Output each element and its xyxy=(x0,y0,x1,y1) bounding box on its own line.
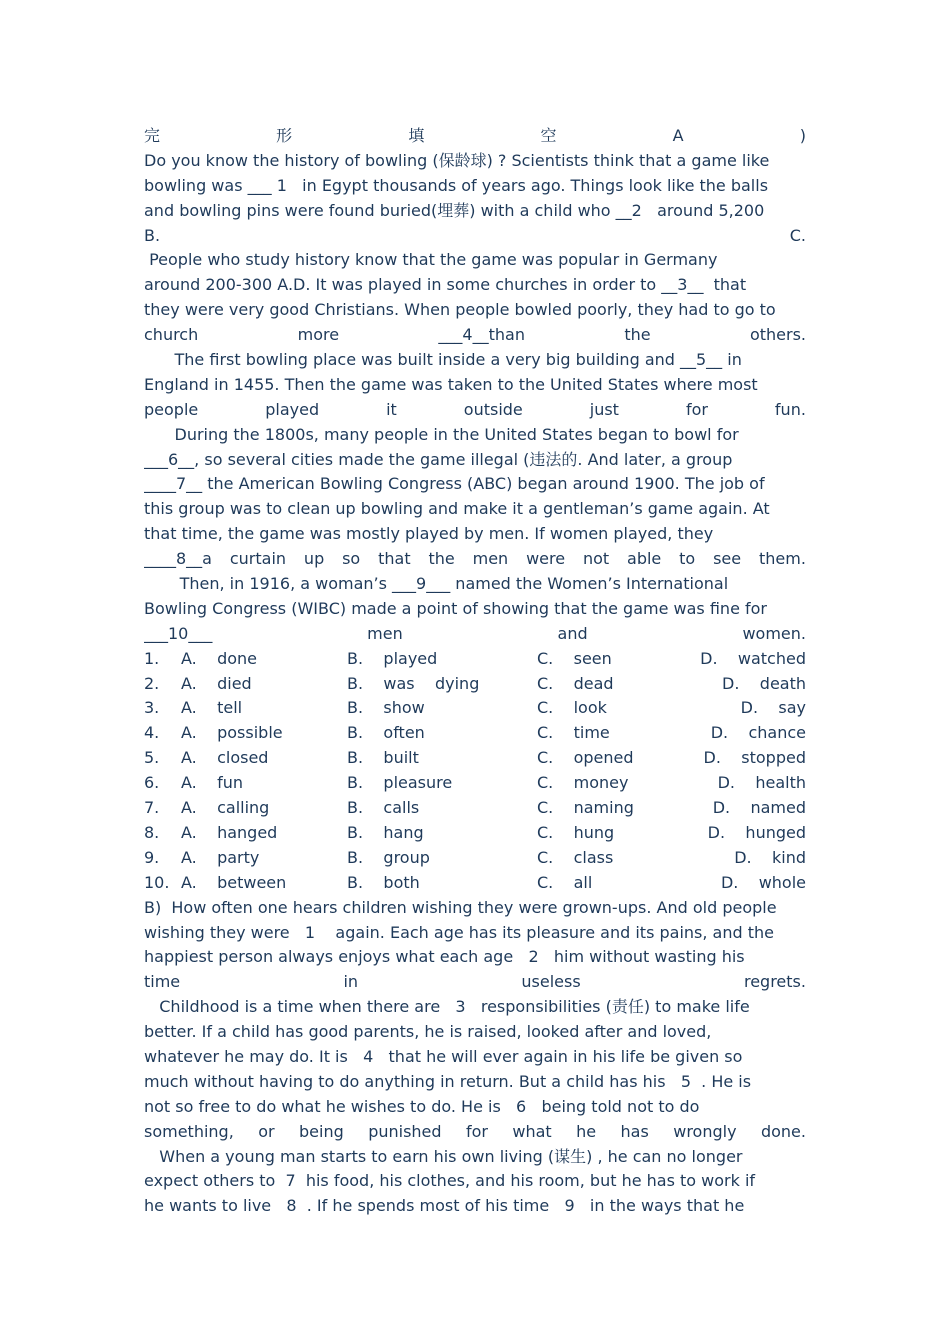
word: punished xyxy=(368,1121,442,1141)
option-choice: B. both xyxy=(347,872,420,892)
word: were xyxy=(526,549,566,569)
option-row xyxy=(144,696,806,721)
text-line: whatever he may do. It is 4 that he will ever again in his life be given so xyxy=(144,1046,743,1066)
option-choice: D. watched xyxy=(700,648,806,668)
option-row xyxy=(144,871,806,896)
word: done. xyxy=(760,1121,806,1141)
text-line: that time, the game was mostly played by men. If women played, they xyxy=(144,524,714,544)
word: in xyxy=(343,972,359,992)
document-page xyxy=(144,124,806,1219)
text-line: they were very good Christians. When people bowled poorly, they had to go to xyxy=(144,300,776,320)
option-choice: B. played xyxy=(347,648,438,668)
option-choice: B. group xyxy=(347,847,430,867)
text-line: During the 1800s, many people in the United States began to bowl for xyxy=(144,424,739,444)
word: for xyxy=(685,399,708,419)
text-line: wishing they were 1 again. Each age has its pleasure and its pains, and the xyxy=(144,922,774,942)
text-line xyxy=(144,323,806,348)
option-choice: A. party xyxy=(181,847,260,867)
option-choice: D. stopped xyxy=(703,748,806,768)
word: others. xyxy=(749,325,806,345)
option-choice: B. calls xyxy=(347,798,420,818)
word: wrongly xyxy=(673,1121,737,1141)
option-choice: B. hang xyxy=(347,822,424,842)
text-line: this group was to clean up bowling and make it a gentleman’s game again. At xyxy=(144,499,770,519)
option-choice: C. class xyxy=(537,847,614,867)
question-number: 2. xyxy=(144,673,160,693)
word: time xyxy=(144,972,181,992)
text-line: B) How often one hears children wishing they were grown-ups. And old people xyxy=(144,897,777,917)
word: more xyxy=(297,325,340,345)
option-choice: C. money xyxy=(537,773,629,793)
word: regrets. xyxy=(743,972,806,992)
option-choice: C. opened xyxy=(537,748,634,768)
option-row xyxy=(144,746,806,771)
word: to xyxy=(679,549,696,569)
option-row xyxy=(144,721,806,746)
option-choice: D. kind xyxy=(734,847,806,867)
text-line: ___6__, so several cities made the game illegal (违法的. And later, a group xyxy=(144,449,733,469)
option-choice: D. say xyxy=(740,698,806,718)
text-line: Childhood is a time when there are 3 responsibilities (责任) to make life xyxy=(144,997,750,1017)
word: and xyxy=(557,623,588,643)
word: outside xyxy=(463,399,523,419)
text-line: not so free to do what he wishes to do. He is 6 being told not to do xyxy=(144,1096,700,1116)
option-choice: B. often xyxy=(347,723,425,743)
question-number: 10. xyxy=(144,872,170,892)
text-line xyxy=(144,547,806,572)
option-choice: B. pleasure xyxy=(347,773,453,793)
title-word: 填 xyxy=(408,126,425,145)
option-choice: C. time xyxy=(537,723,610,743)
text-line: ____7__ the American Bowling Congress (ABC) began around 1900. The job of xyxy=(144,474,765,494)
word: curtain xyxy=(229,549,287,569)
option-choice: A. tell xyxy=(181,698,243,718)
text-line: better. If a child has good parents, he is raised, looked after and loved, xyxy=(144,1022,712,1042)
word: people xyxy=(144,399,199,419)
option-choice: A. fun xyxy=(181,773,244,793)
word: ___10___ xyxy=(144,623,213,643)
title-line xyxy=(144,124,806,149)
question-number: 5. xyxy=(144,748,160,768)
title-word: 形 xyxy=(276,126,293,145)
text-line: Bowling Congress (WIBC) made a point of showing that the game was fine for xyxy=(144,598,767,618)
word: C. xyxy=(789,225,806,245)
word: for xyxy=(465,1121,488,1141)
option-row xyxy=(144,771,806,796)
option-choice: B. show xyxy=(347,698,425,718)
title-word: 完 xyxy=(144,126,161,145)
text-line: Do you know the history of bowling (保龄球) ? Scientists think that a game like xyxy=(144,150,770,170)
word: has xyxy=(620,1121,649,1141)
title-word: ) xyxy=(799,126,806,145)
text-line: and bowling pins were found buried(埋葬) with a child who __2 around 5,200 xyxy=(144,200,765,220)
question-number: 8. xyxy=(144,822,160,842)
option-choice: D. chance xyxy=(710,723,806,743)
text-line: happiest person always enjoys what each age 2 him without wasting his xyxy=(144,947,745,967)
text-line: The first bowling place was built inside a very big building and __5__ in xyxy=(144,350,742,370)
word: men xyxy=(367,623,403,643)
option-choice: A. done xyxy=(181,648,258,668)
text-line: When a young man starts to earn his own living (谋生) , he can no longer xyxy=(144,1146,743,1166)
option-choice: C. naming xyxy=(537,798,634,818)
option-row xyxy=(144,672,806,697)
option-choice: A. between xyxy=(181,872,287,892)
option-choice: C. all xyxy=(537,872,593,892)
word: something, xyxy=(144,1121,234,1141)
word: or xyxy=(258,1121,275,1141)
option-choice: C. hung xyxy=(537,822,615,842)
word: being xyxy=(299,1121,344,1141)
question-number: 9. xyxy=(144,847,160,867)
options-a xyxy=(144,647,806,896)
word: just xyxy=(589,399,619,419)
word: fun. xyxy=(774,399,806,419)
option-choice: B. was dying xyxy=(347,673,480,693)
text-line: England in 1455. Then the game was taken to the United States where most xyxy=(144,374,758,394)
word: see xyxy=(713,549,742,569)
word: the xyxy=(624,325,651,345)
word: useless xyxy=(521,972,581,992)
text-line xyxy=(144,622,806,647)
option-choice: D. named xyxy=(712,798,806,818)
option-choice: A. died xyxy=(181,673,252,693)
title-word: A xyxy=(672,126,684,145)
word: ____8__a xyxy=(144,549,212,569)
option-row xyxy=(144,647,806,672)
word: up xyxy=(303,549,325,569)
option-choice: D. hunged xyxy=(707,822,806,842)
word: women. xyxy=(742,623,806,643)
text-line xyxy=(144,224,806,249)
passage-a xyxy=(144,149,806,647)
option-choice: A. possible xyxy=(181,723,283,743)
passage-b xyxy=(144,896,806,1220)
option-choice: B. built xyxy=(347,748,419,768)
word: it xyxy=(386,399,397,419)
option-choice: A. closed xyxy=(181,748,269,768)
text-line: around 200-300 A.D. It was played in some churches in order to __3__ that xyxy=(144,275,747,295)
question-number: 6. xyxy=(144,773,160,793)
word: what xyxy=(512,1121,552,1141)
word: that xyxy=(378,549,411,569)
question-number: 3. xyxy=(144,698,160,718)
word: so xyxy=(342,549,361,569)
word: he xyxy=(576,1121,597,1141)
option-choice: D. death xyxy=(722,673,806,693)
option-choice: D. health xyxy=(717,773,806,793)
option-row xyxy=(144,846,806,871)
text-line: he wants to live 8 . If he spends most of his time 9 in the ways that he xyxy=(144,1196,745,1216)
question-number: 7. xyxy=(144,798,160,818)
question-number: 1. xyxy=(144,648,160,668)
option-choice: A. calling xyxy=(181,798,270,818)
text-line: People who study history know that the game was popular in Germany xyxy=(144,250,718,270)
option-choice: D. whole xyxy=(720,872,806,892)
word: played xyxy=(265,399,320,419)
word: the xyxy=(428,549,455,569)
title-word: 空 xyxy=(540,126,557,145)
text-line: bowling was ___ 1 in Egypt thousands of years ago. Things look like the balls xyxy=(144,175,769,195)
option-choice: C. look xyxy=(537,698,607,718)
option-choice: C. dead xyxy=(537,673,614,693)
text-line xyxy=(144,398,806,423)
option-choice: A. hanged xyxy=(181,822,278,842)
text-line xyxy=(144,1120,806,1145)
question-number: 4. xyxy=(144,723,160,743)
word: B. xyxy=(144,225,161,245)
word: ___4__than xyxy=(438,325,525,345)
word: not xyxy=(582,549,610,569)
word: them. xyxy=(758,549,806,569)
option-row xyxy=(144,821,806,846)
word: church xyxy=(144,325,199,345)
text-line: Then, in 1916, a woman’s ___9___ named the Women’s International xyxy=(144,574,729,594)
text-line: much without having to do anything in return. But a child has his 5 . He is xyxy=(144,1071,752,1091)
word: men xyxy=(472,549,509,569)
option-choice: C. seen xyxy=(537,648,612,668)
option-row xyxy=(144,796,806,821)
text-line xyxy=(144,970,806,995)
text-line: expect others to 7 his food, his clothes, and his room, but he has to work if xyxy=(144,1171,756,1191)
word: able xyxy=(627,549,662,569)
